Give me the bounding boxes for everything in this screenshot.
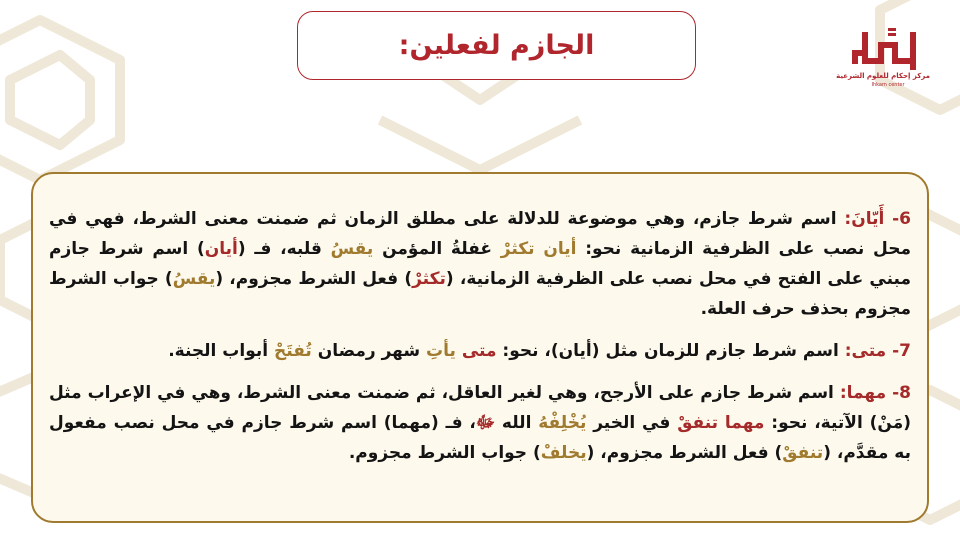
example-word: مهما xyxy=(724,413,765,433)
content-box xyxy=(31,172,929,523)
item-number: 7- xyxy=(892,341,911,361)
example-word: يخلفْ xyxy=(540,443,587,463)
example-word: أيان xyxy=(543,239,577,259)
honorific-glyph: ﷻ xyxy=(475,413,496,433)
example-word: يقسُ xyxy=(172,269,216,289)
example-word: تنفقْ xyxy=(677,413,719,433)
item-text: ) اسم شرط جازم مبني على الفتح في محل نصب على الظرفية الزمانية، ( xyxy=(49,239,911,289)
example-word: متى xyxy=(461,341,497,361)
item-text: ) فعل الشرط مجزوم، ( xyxy=(215,269,413,289)
item-term: أَيّانَ: xyxy=(844,209,885,229)
item-text: ) جواب الشرط مجزوم. xyxy=(348,443,541,463)
page-title: الجازم لفعلين: xyxy=(398,30,595,61)
example-word: يقسُ xyxy=(330,239,374,259)
logo-subtitle: مركز إحكام للعلوم الشرعية xyxy=(836,72,930,80)
item-mata xyxy=(49,336,911,366)
item-text: ) جواب الشرط مجزوم بحذف حرف العلة. xyxy=(49,269,911,319)
example-word: تكثرْ xyxy=(500,239,535,259)
item-text: اسم شرط جازم على الأرجح، وهي لغير العاقل، ثم ضمنت معنى الشرط، وهي في الإعراب مثل (مَنْ) الآتية، نحو: xyxy=(49,383,911,433)
item-text: شهر رمضان xyxy=(311,341,427,361)
item-text: الله xyxy=(495,413,539,433)
example-word: أيان xyxy=(204,239,238,259)
item-text: غفلةُ المؤمن xyxy=(373,239,501,259)
logo-icon xyxy=(848,28,920,70)
logo-small-text: Ihkam center xyxy=(871,82,905,88)
logo xyxy=(836,24,930,92)
item-text: ، فـ (مهما) اسم شرط جازم في محل نصب مفعول به مقدَّم، ( xyxy=(49,413,911,463)
item-text: اسم شرط جازم للزمان مثل (أيان)، نحو: xyxy=(496,341,845,361)
item-text: أبواب الجنة. xyxy=(168,341,274,361)
title-box xyxy=(297,11,696,80)
example-word: تُفتَحْ xyxy=(274,341,312,361)
item-term: مهما: xyxy=(839,383,887,403)
example-word: يأتِ xyxy=(426,341,456,361)
item-number: 6- xyxy=(892,209,911,229)
item-text: اسم شرط جازم، وهي موضوعة للدلالة على مطلق الزمان ثم ضمنت معنى الشرط، فهي في محل نصب على الظرفية الزمانية نحو: xyxy=(49,209,911,259)
item-mahma xyxy=(49,378,911,468)
item-ayyana xyxy=(49,204,911,324)
example-word: يُخْلِفْهُ xyxy=(538,413,587,433)
example-word: تنفقْ xyxy=(782,443,824,463)
item-number: 8- xyxy=(892,383,911,403)
example-word: تكثرْ xyxy=(412,269,446,289)
item-text: ) فعل الشرط مجزوم، ( xyxy=(586,443,783,463)
item-term: متى: xyxy=(844,341,887,361)
item-text: قلبه، فـ ( xyxy=(237,239,331,259)
item-text: في الخير xyxy=(586,413,678,433)
